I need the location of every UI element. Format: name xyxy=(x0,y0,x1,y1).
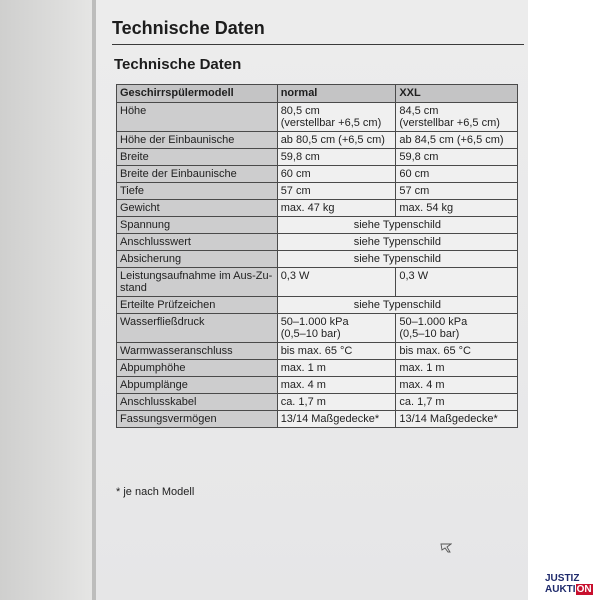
row-value-normal: bis max. 65 °C xyxy=(277,343,396,360)
row-label: Gewicht xyxy=(117,200,278,217)
row-value-normal: 0,3 W xyxy=(277,268,396,297)
logo-line-1: JUSTIZ xyxy=(545,573,580,584)
row-value-normal: max. 47 kg xyxy=(277,200,396,217)
table-row xyxy=(117,297,518,314)
row-value-normal: max. 1 m xyxy=(277,360,396,377)
table-row xyxy=(117,411,518,428)
spec-table xyxy=(116,84,518,428)
page-title: Technische Daten xyxy=(112,18,265,38)
row-value-xxl: 59,8 cm xyxy=(396,149,518,166)
row-value-normal: 50–1.000 kPa (0,5–10 bar) xyxy=(277,314,396,343)
table-row xyxy=(117,360,518,377)
row-value-xxl: ab 84,5 cm (+6,5 cm) xyxy=(396,132,518,149)
table-row xyxy=(117,132,518,149)
row-label: Abpumplänge xyxy=(117,377,278,394)
row-value-xxl: 60 cm xyxy=(396,166,518,183)
row-label: Anschlusskabel xyxy=(117,394,278,411)
table-row xyxy=(117,394,518,411)
table-row xyxy=(117,234,518,251)
column-header-model: Geschirrspülermodell xyxy=(117,85,278,103)
table-row xyxy=(117,268,518,297)
table-row xyxy=(117,149,518,166)
row-label: Höhe der Einbaunische xyxy=(117,132,278,149)
row-value-xxl: 57 cm xyxy=(396,183,518,200)
row-value-xxl: 13/14 Maßgedecke* xyxy=(396,411,518,428)
row-value-normal: 60 cm xyxy=(277,166,396,183)
table-row xyxy=(117,166,518,183)
table-row xyxy=(117,183,518,200)
row-label: Warmwasseranschluss xyxy=(117,343,278,360)
row-value-normal: ab 80,5 cm (+6,5 cm) xyxy=(277,132,396,149)
row-value-both: siehe Typenschild xyxy=(277,217,517,234)
row-label: Leistungsaufnahme im Aus-Zu- stand xyxy=(117,268,278,297)
row-value-xxl: 84,5 cm (verstellbar +6,5 cm) xyxy=(396,103,518,132)
column-header-xxl: XXL xyxy=(396,85,518,103)
row-label: Wasserfließdruck xyxy=(117,314,278,343)
row-value-xxl: max. 4 m xyxy=(396,377,518,394)
row-value-xxl: 50–1.000 kPa (0,5–10 bar) xyxy=(396,314,518,343)
row-label: Fassungsvermögen xyxy=(117,411,278,428)
row-value-xxl: 0,3 W xyxy=(396,268,518,297)
logo-line-2 xyxy=(545,584,593,595)
row-label: Breite xyxy=(117,149,278,166)
row-label: Erteilte Prüfzeichen xyxy=(117,297,278,314)
row-label: Spannung xyxy=(117,217,278,234)
row-value-xxl: max. 54 kg xyxy=(396,200,518,217)
table-row xyxy=(117,343,518,360)
row-value-normal: 57 cm xyxy=(277,183,396,200)
row-value-xxl: bis max. 65 °C xyxy=(396,343,518,360)
row-value-normal: 80,5 cm (verstellbar +6,5 cm) xyxy=(277,103,396,132)
row-label: Höhe xyxy=(117,103,278,132)
row-value-normal: 13/14 Maßgedecke* xyxy=(277,411,396,428)
table-row xyxy=(117,217,518,234)
row-value-both: siehe Typenschild xyxy=(277,251,517,268)
table-body xyxy=(117,103,518,428)
row-value-normal: ca. 1,7 m xyxy=(277,394,396,411)
row-value-normal: 59,8 cm xyxy=(277,149,396,166)
row-value-xxl: ca. 1,7 m xyxy=(396,394,518,411)
row-label: Anschlusswert xyxy=(117,234,278,251)
row-value-xxl: max. 1 m xyxy=(396,360,518,377)
column-header-normal: normal xyxy=(277,85,396,103)
table-row xyxy=(117,377,518,394)
row-value-both: siehe Typenschild xyxy=(277,234,517,251)
row-label: Abpumphöhe xyxy=(117,360,278,377)
table-row xyxy=(117,200,518,217)
footnote: * je nach Modell xyxy=(116,486,195,498)
mouse-pointer-icon xyxy=(440,543,452,553)
background-left xyxy=(0,0,95,600)
row-value-normal: max. 4 m xyxy=(277,377,396,394)
logo-line-2-a: AUKTI xyxy=(545,584,576,595)
table-row xyxy=(117,314,518,343)
title-divider xyxy=(112,44,524,45)
row-value-both: siehe Typenschild xyxy=(277,297,517,314)
row-label: Absicherung xyxy=(117,251,278,268)
background-right xyxy=(528,0,600,600)
table-row xyxy=(117,251,518,268)
justiz-auktion-logo xyxy=(545,573,593,595)
row-label: Breite der Einbaunische xyxy=(117,166,278,183)
table-row xyxy=(117,103,518,132)
table-header-row xyxy=(117,85,518,103)
section-title: Technische Daten xyxy=(114,56,242,73)
logo-line-2-b: ON xyxy=(576,584,592,595)
row-label: Tiefe xyxy=(117,183,278,200)
